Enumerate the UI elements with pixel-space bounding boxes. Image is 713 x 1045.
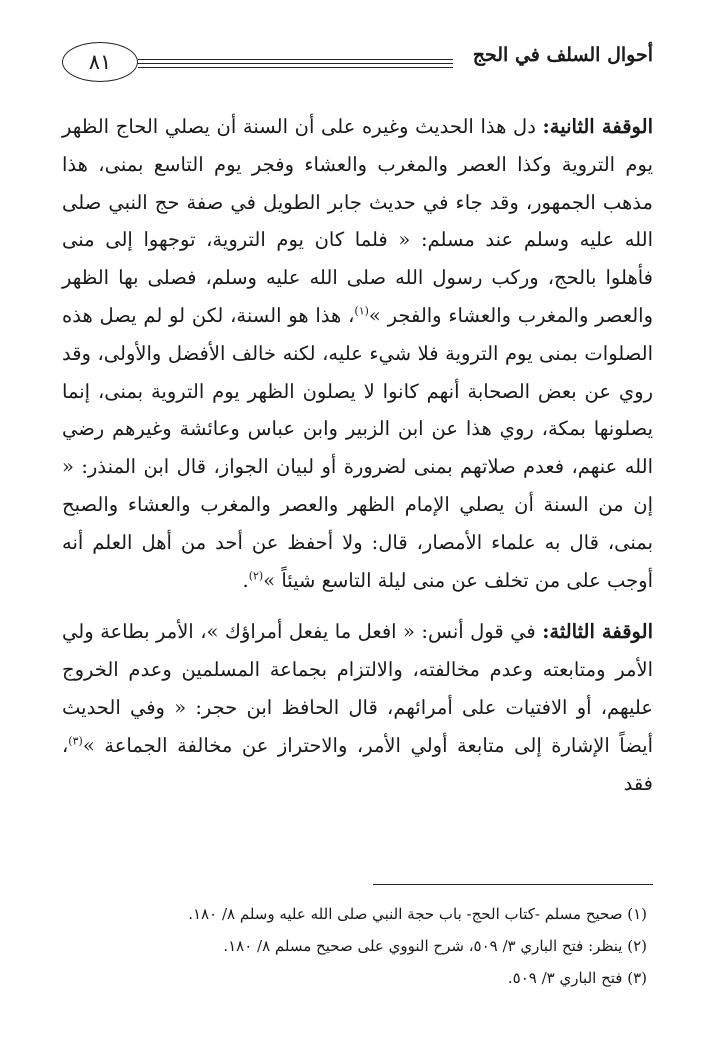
body-text <box>62 108 653 802</box>
footnote-ref: (٢) <box>248 569 264 583</box>
paragraph-third-stop <box>62 613 653 802</box>
paragraph-text: ، فقد <box>62 733 653 795</box>
section-heading: الوقفة الثانية: <box>542 115 653 138</box>
paragraph-text: ، هذا هو السنة، لكن لو لم يصل هذه الصلوات بمنى يوم التروية فلا شيء عليه، لكنه خالف الأفضل والأولى، وقد روي عن بعض الصحابة أنهم كانوا لا يصلون الظهر يوم التروية بمنى، إنما يصلونها بمكة، روي هذا عن ابن الزبير وابن عباس وعائشة وغيرهم رضي الله عنهم، فعدم صلاتهم بمنى لضرورة أو لبيان الجواز، قال ابن المنذر: « إن من السنة أن يصلي الإمام الظهر والعصر والمغرب والعشاء والصبح بمنى، قال به علماء الأمصار، قال: ولا أحفظ عن أحد من أهل العلم أنه أوجب على من تخلف عن منى ليلة التاسع شيئاً » <box>62 303 653 592</box>
footnote-item: (٣) فتح الباري ٣/ ٥٠٩. <box>507 969 647 987</box>
paragraph-second-stop <box>62 108 653 599</box>
section-heading: الوقفة الثالثة: <box>542 620 653 644</box>
footnote-separator <box>373 884 653 885</box>
running-title: أحوال السلف في الحج <box>472 44 653 66</box>
paragraph-text: في قول أنس: « افعل ما يفعل أمراؤك »، الأمر بطاعة ولي الأمر ومتابعته وعدم مخالفته، والالتزام بجماعة المسلمين وعدم الخروج عليهم، أو الافتيات على أمرائهم، قال الحافظ ابن حجر: « وفي الحديث أيضاً الإشارة إلى متابعة أولي الأمر، والاحتراز عن مخالفة الجماعة » <box>62 620 653 757</box>
paragraph-text: دل هذا الحديث وغيره على أن السنة أن يصلي الحاج الظهر يوم التروية وكذا العصر والمغرب والعشاء وفجر يوم التاسع بمنى، هذا مذهب الجمهور، وقد جاء في حديث جابر الطويل في صفة حج النبي صلى الله عليه وسلم عند مسلم: « فلما كان يوم التروية، توجهوا إلى منى فأهلوا بالحج، وركب رسول الله صلى الله عليه وسلم، فصلى بها الظهر والعصر والمغرب والعشاء والفجر » <box>62 115 653 327</box>
footnote-item: (٢) ينظر: فتح الباري ٣/ ٥٠٩، شرح النووي على صحيح مسلم ٨/ ١٨٠. <box>223 937 647 955</box>
footnote-ref: (٣) <box>68 734 83 748</box>
page-header <box>62 40 653 84</box>
footnote-item: (١) صحيح مسلم -كتاب الحج- باب حجة النبي صلى الله عليه وسلم ٨/ ١٨٠. <box>188 905 647 923</box>
header-rule <box>138 63 453 64</box>
header-rule <box>138 67 453 68</box>
footnotes <box>62 898 647 994</box>
footnote-ref: (١) <box>354 304 369 318</box>
paragraph-text: . <box>242 568 249 592</box>
page-number: ٨١ <box>62 42 138 82</box>
header-rule <box>138 59 453 60</box>
